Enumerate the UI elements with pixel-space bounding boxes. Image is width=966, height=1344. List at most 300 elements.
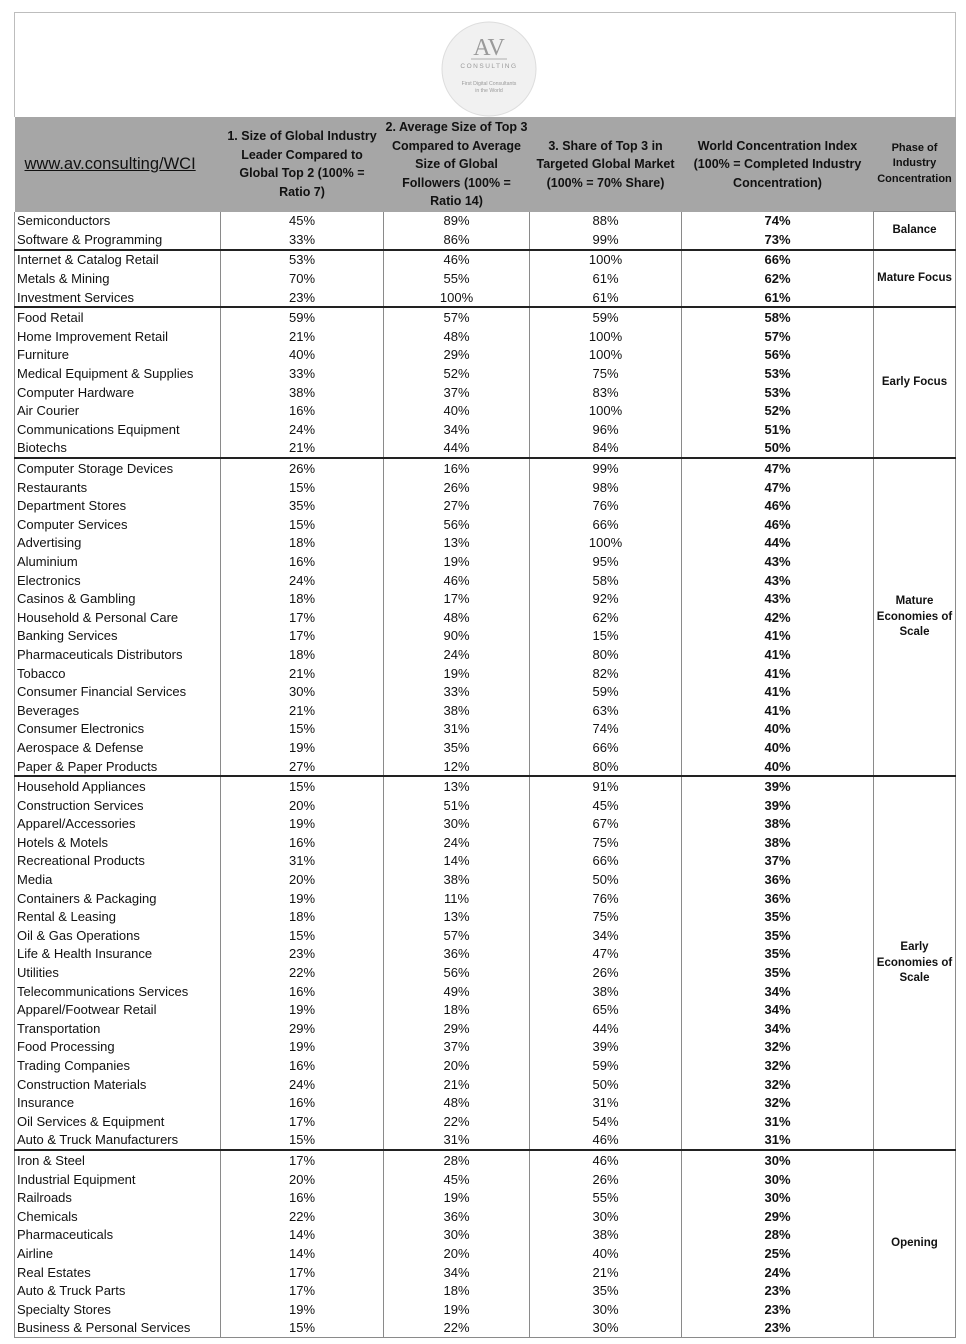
table-row	[15, 327, 956, 346]
top3-share-cell: 84%	[530, 439, 682, 459]
top3-size-cell: 37%	[384, 1038, 530, 1057]
industry-cell: Insurance	[15, 1093, 221, 1112]
table-row	[15, 1093, 956, 1112]
top3-share-cell: 100%	[530, 401, 682, 420]
table-row	[15, 1300, 956, 1319]
leader-size-cell: 21%	[221, 439, 384, 459]
top3-size-cell: 18%	[384, 1281, 530, 1300]
logo-band	[14, 12, 956, 117]
industry-cell: Construction Materials	[15, 1075, 221, 1094]
top3-size-cell: 16%	[384, 458, 530, 478]
top3-size-cell: 36%	[384, 945, 530, 964]
index-cell: 41%	[682, 645, 874, 664]
table-row	[15, 1319, 956, 1338]
index-cell: 32%	[682, 1038, 874, 1057]
table-row	[15, 852, 956, 871]
index-cell: 51%	[682, 420, 874, 439]
top3-size-cell: 20%	[384, 1056, 530, 1075]
header-concentration-index: World Concentration Index (100% = Completed Industry Concentration)	[682, 117, 874, 212]
top3-share-cell: 40%	[530, 1244, 682, 1263]
leader-size-cell: 21%	[221, 701, 384, 720]
industry-cell: Computer Storage Devices	[15, 458, 221, 478]
phase-cell: Mature Economies of Scale	[874, 458, 956, 776]
table-row	[15, 963, 956, 982]
top3-size-cell: 33%	[384, 682, 530, 701]
index-cell: 50%	[682, 439, 874, 459]
index-cell: 38%	[682, 815, 874, 834]
top3-size-cell: 31%	[384, 1131, 530, 1151]
industry-cell: Auto & Truck Parts	[15, 1281, 221, 1300]
leader-size-cell: 16%	[221, 1056, 384, 1075]
leader-size-cell: 18%	[221, 589, 384, 608]
top3-share-cell: 100%	[530, 327, 682, 346]
index-cell: 44%	[682, 534, 874, 553]
industry-cell: Transportation	[15, 1019, 221, 1038]
leader-size-cell: 24%	[221, 420, 384, 439]
top3-share-cell: 63%	[530, 701, 682, 720]
leader-size-cell: 38%	[221, 383, 384, 402]
table-row	[15, 608, 956, 627]
table-row	[15, 776, 956, 796]
top3-size-cell: 19%	[384, 1300, 530, 1319]
table-row	[15, 230, 956, 250]
table-row	[15, 738, 956, 757]
top3-share-cell: 76%	[530, 496, 682, 515]
leader-size-cell: 16%	[221, 982, 384, 1001]
index-cell: 39%	[682, 776, 874, 796]
leader-size-cell: 15%	[221, 926, 384, 945]
leader-size-cell: 21%	[221, 327, 384, 346]
top3-share-cell: 31%	[530, 1093, 682, 1112]
index-cell: 37%	[682, 852, 874, 871]
concentration-table	[14, 117, 956, 1338]
top3-size-cell: 11%	[384, 889, 530, 908]
industry-cell: Hotels & Motels	[15, 833, 221, 852]
leader-size-cell: 17%	[221, 608, 384, 627]
index-cell: 34%	[682, 1000, 874, 1019]
industry-cell: Trading Companies	[15, 1056, 221, 1075]
top3-size-cell: 90%	[384, 627, 530, 646]
table-row	[15, 346, 956, 365]
table-row	[15, 458, 956, 478]
top3-size-cell: 13%	[384, 776, 530, 796]
leader-size-cell: 19%	[221, 738, 384, 757]
index-cell: 32%	[682, 1093, 874, 1112]
index-cell: 35%	[682, 945, 874, 964]
index-cell: 23%	[682, 1319, 874, 1338]
table-row	[15, 1226, 956, 1245]
top3-share-cell: 66%	[530, 852, 682, 871]
top3-share-cell: 47%	[530, 945, 682, 964]
industry-cell: Construction Services	[15, 796, 221, 815]
index-cell: 36%	[682, 870, 874, 889]
index-cell: 39%	[682, 796, 874, 815]
table-row	[15, 1131, 956, 1151]
top3-share-cell: 92%	[530, 589, 682, 608]
top3-share-cell: 21%	[530, 1263, 682, 1282]
table-row	[15, 1038, 956, 1057]
industry-cell: Household Appliances	[15, 776, 221, 796]
top3-size-cell: 40%	[384, 401, 530, 420]
index-cell: 46%	[682, 515, 874, 534]
industry-cell: Utilities	[15, 963, 221, 982]
table-row	[15, 945, 956, 964]
leader-size-cell: 16%	[221, 552, 384, 571]
leader-size-cell: 20%	[221, 796, 384, 815]
index-cell: 47%	[682, 478, 874, 497]
leader-size-cell: 15%	[221, 720, 384, 739]
table-row	[15, 720, 956, 739]
index-cell: 29%	[682, 1207, 874, 1226]
leader-size-cell: 70%	[221, 269, 384, 288]
industry-cell: Oil Services & Equipment	[15, 1112, 221, 1131]
table-row	[15, 552, 956, 571]
table-row	[15, 250, 956, 270]
table-row	[15, 645, 956, 664]
table-row	[15, 383, 956, 402]
leader-size-cell: 30%	[221, 682, 384, 701]
industry-cell: Industrial Equipment	[15, 1170, 221, 1189]
top3-share-cell: 30%	[530, 1319, 682, 1338]
leader-size-cell: 35%	[221, 496, 384, 515]
index-cell: 74%	[682, 212, 874, 231]
index-cell: 30%	[682, 1170, 874, 1189]
industry-cell: Containers & Packaging	[15, 889, 221, 908]
industry-cell: Recreational Products	[15, 852, 221, 871]
index-cell: 46%	[682, 496, 874, 515]
index-cell: 35%	[682, 907, 874, 926]
top3-share-cell: 59%	[530, 1056, 682, 1075]
leader-size-cell: 19%	[221, 815, 384, 834]
top3-share-cell: 76%	[530, 889, 682, 908]
top3-size-cell: 38%	[384, 701, 530, 720]
industry-cell: Pharmaceuticals	[15, 1226, 221, 1245]
top3-size-cell: 31%	[384, 720, 530, 739]
top3-size-cell: 37%	[384, 383, 530, 402]
leader-size-cell: 26%	[221, 458, 384, 478]
industry-cell: Department Stores	[15, 496, 221, 515]
leader-size-cell: 23%	[221, 288, 384, 308]
industry-cell: Computer Services	[15, 515, 221, 534]
top3-size-cell: 12%	[384, 757, 530, 777]
top3-share-cell: 100%	[530, 534, 682, 553]
industry-cell: Internet & Catalog Retail	[15, 250, 221, 270]
top3-size-cell: 34%	[384, 420, 530, 439]
top3-size-cell: 27%	[384, 496, 530, 515]
top3-share-cell: 61%	[530, 269, 682, 288]
top3-share-cell: 61%	[530, 288, 682, 308]
table-row	[15, 1112, 956, 1131]
index-cell: 34%	[682, 1019, 874, 1038]
index-cell: 25%	[682, 1244, 874, 1263]
industry-cell: Consumer Financial Services	[15, 682, 221, 701]
top3-share-cell: 44%	[530, 1019, 682, 1038]
leader-size-cell: 19%	[221, 1000, 384, 1019]
top3-share-cell: 98%	[530, 478, 682, 497]
industry-cell: Consumer Electronics	[15, 720, 221, 739]
index-cell: 41%	[682, 682, 874, 701]
top3-size-cell: 29%	[384, 346, 530, 365]
index-cell: 40%	[682, 720, 874, 739]
top3-share-cell: 50%	[530, 870, 682, 889]
leader-size-cell: 20%	[221, 1170, 384, 1189]
top3-size-cell: 20%	[384, 1244, 530, 1263]
top3-share-cell: 96%	[530, 420, 682, 439]
index-cell: 62%	[682, 269, 874, 288]
industry-cell: Advertising	[15, 534, 221, 553]
top3-size-cell: 18%	[384, 1000, 530, 1019]
leader-size-cell: 15%	[221, 478, 384, 497]
leader-size-cell: 16%	[221, 833, 384, 852]
leader-size-cell: 21%	[221, 664, 384, 683]
index-cell: 41%	[682, 701, 874, 720]
table-row	[15, 1281, 956, 1300]
table-row	[15, 288, 956, 308]
industry-cell: Furniture	[15, 346, 221, 365]
table-row	[15, 439, 956, 459]
top3-size-cell: 19%	[384, 552, 530, 571]
top3-share-cell: 26%	[530, 963, 682, 982]
top3-share-cell: 59%	[530, 682, 682, 701]
industry-cell: Paper & Paper Products	[15, 757, 221, 777]
leader-size-cell: 18%	[221, 907, 384, 926]
top3-size-cell: 26%	[384, 478, 530, 497]
index-cell: 47%	[682, 458, 874, 478]
index-cell: 30%	[682, 1188, 874, 1207]
industry-cell: Restaurants	[15, 478, 221, 497]
table-row	[15, 1056, 956, 1075]
top3-size-cell: 19%	[384, 1188, 530, 1207]
index-cell: 24%	[682, 1263, 874, 1282]
industry-cell: Biotechs	[15, 439, 221, 459]
top3-size-cell: 29%	[384, 1019, 530, 1038]
table-row	[15, 815, 956, 834]
leader-size-cell: 40%	[221, 346, 384, 365]
top3-share-cell: 82%	[530, 664, 682, 683]
top3-share-cell: 62%	[530, 608, 682, 627]
industry-cell: Household & Personal Care	[15, 608, 221, 627]
leader-size-cell: 24%	[221, 571, 384, 590]
top3-share-cell: 65%	[530, 1000, 682, 1019]
phase-cell: Opening	[874, 1150, 956, 1337]
index-cell: 53%	[682, 364, 874, 383]
top3-share-cell: 35%	[530, 1281, 682, 1300]
leader-size-cell: 33%	[221, 230, 384, 250]
table-row	[15, 589, 956, 608]
svg-text:CONSULTING: CONSULTING	[460, 63, 518, 70]
header-top3-share: 3. Share of Top 3 in Targeted Global Market (100% = 70% Share)	[530, 117, 682, 212]
table-row	[15, 701, 956, 720]
top3-size-cell: 34%	[384, 1263, 530, 1282]
industry-cell: Media	[15, 870, 221, 889]
top3-size-cell: 36%	[384, 1207, 530, 1226]
index-cell: 35%	[682, 926, 874, 945]
table-row	[15, 1019, 956, 1038]
top3-share-cell: 91%	[530, 776, 682, 796]
leader-size-cell: 27%	[221, 757, 384, 777]
top3-share-cell: 30%	[530, 1300, 682, 1319]
top3-size-cell: 48%	[384, 327, 530, 346]
index-cell: 52%	[682, 401, 874, 420]
index-cell: 40%	[682, 757, 874, 777]
leader-size-cell: 19%	[221, 1038, 384, 1057]
top3-size-cell: 44%	[384, 439, 530, 459]
top3-size-cell: 13%	[384, 534, 530, 553]
leader-size-cell: 20%	[221, 870, 384, 889]
wci-sheet	[14, 12, 956, 1336]
top3-share-cell: 66%	[530, 738, 682, 757]
table-row	[15, 401, 956, 420]
website-url[interactable]: www.av.consulting/WCI	[15, 117, 221, 212]
top3-share-cell: 75%	[530, 364, 682, 383]
top3-size-cell: 48%	[384, 1093, 530, 1112]
table-row	[15, 496, 956, 515]
table-row	[15, 269, 956, 288]
table-row	[15, 1075, 956, 1094]
industry-cell: Railroads	[15, 1188, 221, 1207]
index-cell: 53%	[682, 383, 874, 402]
table-row	[15, 307, 956, 327]
leader-size-cell: 33%	[221, 364, 384, 383]
table-row	[15, 907, 956, 926]
table-row	[15, 364, 956, 383]
phase-cell: Balance	[874, 212, 956, 250]
leader-size-cell: 14%	[221, 1226, 384, 1245]
leader-size-cell: 15%	[221, 1131, 384, 1151]
top3-share-cell: 74%	[530, 720, 682, 739]
industry-cell: Life & Health Insurance	[15, 945, 221, 964]
table-row	[15, 982, 956, 1001]
top3-size-cell: 56%	[384, 515, 530, 534]
industry-cell: Banking Services	[15, 627, 221, 646]
table-row	[15, 212, 956, 231]
table-row	[15, 1188, 956, 1207]
table-row	[15, 1263, 956, 1282]
index-cell: 66%	[682, 250, 874, 270]
leader-size-cell: 18%	[221, 645, 384, 664]
top3-size-cell: 46%	[384, 250, 530, 270]
industry-cell: Electronics	[15, 571, 221, 590]
leader-size-cell: 22%	[221, 1207, 384, 1226]
industry-cell: Medical Equipment & Supplies	[15, 364, 221, 383]
index-cell: 30%	[682, 1150, 874, 1170]
industry-cell: Software & Programming	[15, 230, 221, 250]
industry-cell: Aerospace & Defense	[15, 738, 221, 757]
top3-size-cell: 22%	[384, 1112, 530, 1131]
index-cell: 32%	[682, 1056, 874, 1075]
industry-cell: Apparel/Accessories	[15, 815, 221, 834]
header-row	[15, 117, 956, 212]
av-consulting-logo	[441, 21, 537, 117]
top3-share-cell: 46%	[530, 1131, 682, 1151]
top3-size-cell: 51%	[384, 796, 530, 815]
top3-share-cell: 83%	[530, 383, 682, 402]
industry-cell: Chemicals	[15, 1207, 221, 1226]
table-row	[15, 1244, 956, 1263]
industry-cell: Airline	[15, 1244, 221, 1263]
industry-cell: Semiconductors	[15, 212, 221, 231]
leader-size-cell: 14%	[221, 1244, 384, 1263]
top3-size-cell: 35%	[384, 738, 530, 757]
leader-size-cell: 18%	[221, 534, 384, 553]
industry-cell: Casinos & Gambling	[15, 589, 221, 608]
industry-cell: Home Improvement Retail	[15, 327, 221, 346]
industry-cell: Tobacco	[15, 664, 221, 683]
top3-share-cell: 100%	[530, 346, 682, 365]
top3-share-cell: 54%	[530, 1112, 682, 1131]
index-cell: 43%	[682, 571, 874, 590]
leader-size-cell: 16%	[221, 1188, 384, 1207]
table-row	[15, 1150, 956, 1170]
index-cell: 38%	[682, 833, 874, 852]
top3-share-cell: 67%	[530, 815, 682, 834]
top3-size-cell: 55%	[384, 269, 530, 288]
industry-cell: Aluminium	[15, 552, 221, 571]
table-row	[15, 664, 956, 683]
industry-cell: Communications Equipment	[15, 420, 221, 439]
top3-share-cell: 66%	[530, 515, 682, 534]
top3-size-cell: 14%	[384, 852, 530, 871]
top3-size-cell: 100%	[384, 288, 530, 308]
table-row	[15, 796, 956, 815]
header-phase: Phase of Industry Concentration	[874, 117, 956, 212]
industry-cell: Auto & Truck Manufacturers	[15, 1131, 221, 1151]
svg-text:in the World: in the World	[475, 88, 503, 94]
industry-cell: Beverages	[15, 701, 221, 720]
index-cell: 42%	[682, 608, 874, 627]
table-row	[15, 571, 956, 590]
leader-size-cell: 29%	[221, 1019, 384, 1038]
top3-size-cell: 57%	[384, 926, 530, 945]
top3-size-cell: 56%	[384, 963, 530, 982]
top3-size-cell: 48%	[384, 608, 530, 627]
table-row	[15, 478, 956, 497]
top3-size-cell: 86%	[384, 230, 530, 250]
top3-size-cell: 24%	[384, 833, 530, 852]
leader-size-cell: 59%	[221, 307, 384, 327]
index-cell: 43%	[682, 589, 874, 608]
industry-cell: Metals & Mining	[15, 269, 221, 288]
index-cell: 43%	[682, 552, 874, 571]
table-row	[15, 420, 956, 439]
top3-size-cell: 21%	[384, 1075, 530, 1094]
industry-cell: Food Retail	[15, 307, 221, 327]
industry-cell: Oil & Gas Operations	[15, 926, 221, 945]
industry-cell: Computer Hardware	[15, 383, 221, 402]
index-cell: 41%	[682, 627, 874, 646]
index-cell: 61%	[682, 288, 874, 308]
leader-size-cell: 16%	[221, 1093, 384, 1112]
leader-size-cell: 16%	[221, 401, 384, 420]
leader-size-cell: 53%	[221, 250, 384, 270]
index-cell: 34%	[682, 982, 874, 1001]
industry-cell: Apparel/Footwear Retail	[15, 1000, 221, 1019]
header-top3-size: 2. Average Size of Top 3 Compared to Average Size of Global Followers (100% = Ratio 14)	[384, 117, 530, 212]
top3-share-cell: 34%	[530, 926, 682, 945]
top3-size-cell: 89%	[384, 212, 530, 231]
leader-size-cell: 15%	[221, 515, 384, 534]
industry-cell: Specialty Stores	[15, 1300, 221, 1319]
top3-size-cell: 49%	[384, 982, 530, 1001]
index-cell: 73%	[682, 230, 874, 250]
index-cell: 41%	[682, 664, 874, 683]
top3-size-cell: 30%	[384, 1226, 530, 1245]
leader-size-cell: 24%	[221, 1075, 384, 1094]
top3-size-cell: 46%	[384, 571, 530, 590]
top3-size-cell: 28%	[384, 1150, 530, 1170]
table-row	[15, 534, 956, 553]
leader-size-cell: 23%	[221, 945, 384, 964]
